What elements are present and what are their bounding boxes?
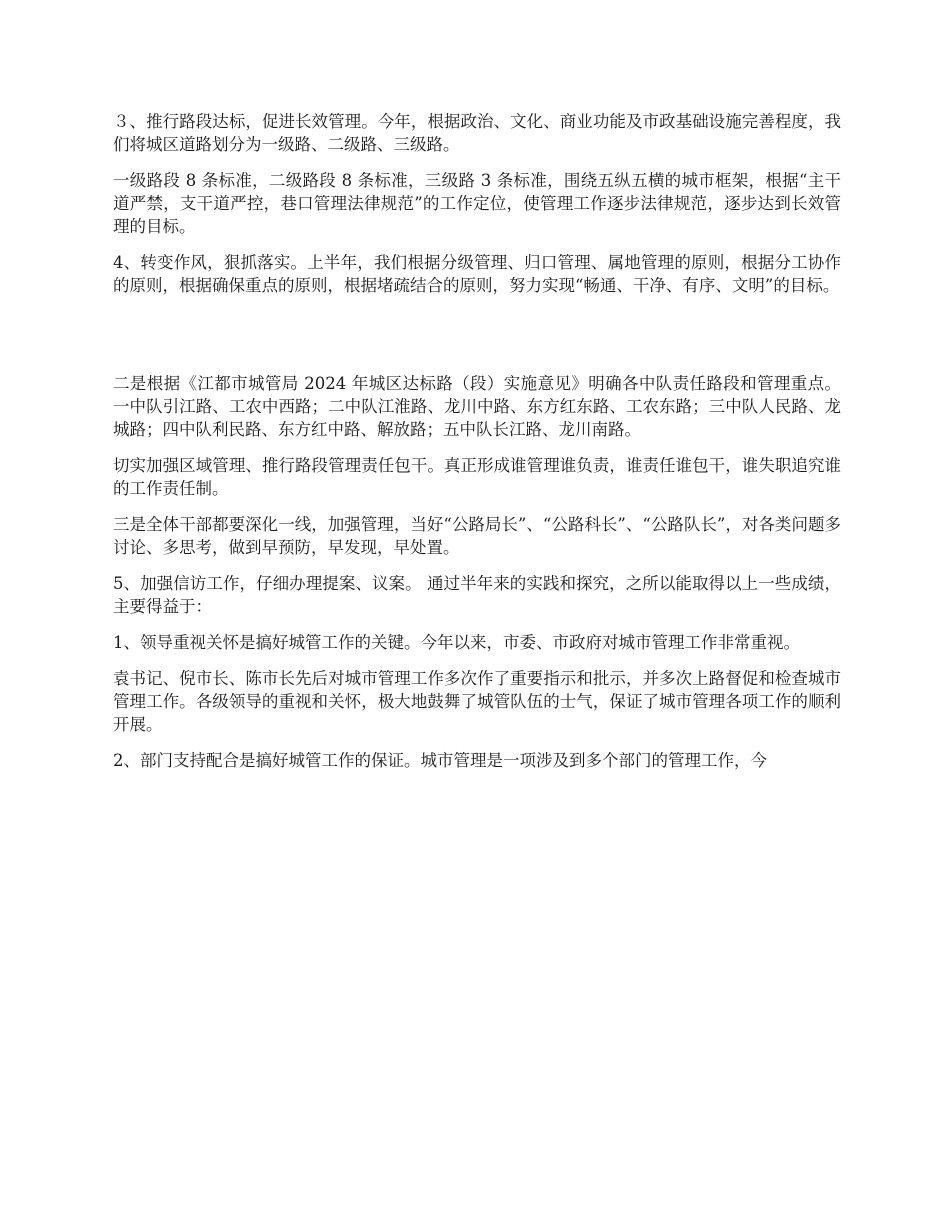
paragraph: 1、领导重视关怀是搞好城管工作的关键。今年以来，市委、市政府对城市管理工作非常重视。 [113,633,800,652]
paragraph: 三是全体干部都要深化一线，加强管理，当好“公路局长”、“公路科长”、“公路队长”，对各类问题多讨论、多思考，做到早预防，早发现，早处置。 [113,515,841,557]
paragraph: 2、部门支持配合是搞好城管工作的保证。城市管理是一项涉及到多个部门的管理工作，今 [113,751,767,770]
paragraph: 4、转变作风，狠抓落实。上半年，我们根据分级管理、归口管理、属地管理的原则，根据分工协作的原则，根据确保重点的原则，根据堵疏结合的原则，努力实现“畅通、干净、有序、文明”的目标。 [113,253,841,295]
paragraph: 5、加强信访工作，仔细办理提案、议案。 通过半年来的实践和探究，之所以能取得以上一些成绩，主要得益于： [113,574,841,616]
paragraph: 袁书记、倪市长、陈市长先后对城市管理工作多次作了重要指示和批示，并多次上路督促和检查城市管理工作。各级领导的重视和关怀，极大地鼓舞了城管队伍的士气，保证了城市管理各项工作的顺利开展。 [113,669,841,734]
paragraph: 二是根据《江都市城管局 2024 年城区达标路（段）实施意见》明确各中队责任路段和管理重点。一中队引江路、工农中西路；二中队江淮路、龙川中路、东方红东路、工农东路；三中队人民路、龙城路；四中队利民路、东方红中路、解放路；五中队长江路、龙川南路。 [113,374,841,439]
document-body [113,110,841,785]
paragraph: 切实加强区域管理、推行路段管理责任包干。真正形成谁管理谁负责，谁责任谁包干，谁失职追究谁的工作责任制。 [113,456,841,498]
paragraph: 一级路段 8 条标准，二级路段 8 条标准，三级路 3 条标准，围绕五纵五横的城市框架，根据“主干道严禁，支干道严控，巷口管理法律规范”的工作定位，使管理工作逐步法律规范，逐步达到长效管理的目标。 [113,171,841,236]
paragraph: ３、推行路段达标，促进长效管理。今年，根据政治、文化、商业功能及市政基础设施完善程度，我们将城区道路划分为一级路、二级路、三级路。 [113,112,841,154]
section-gap [113,310,841,372]
